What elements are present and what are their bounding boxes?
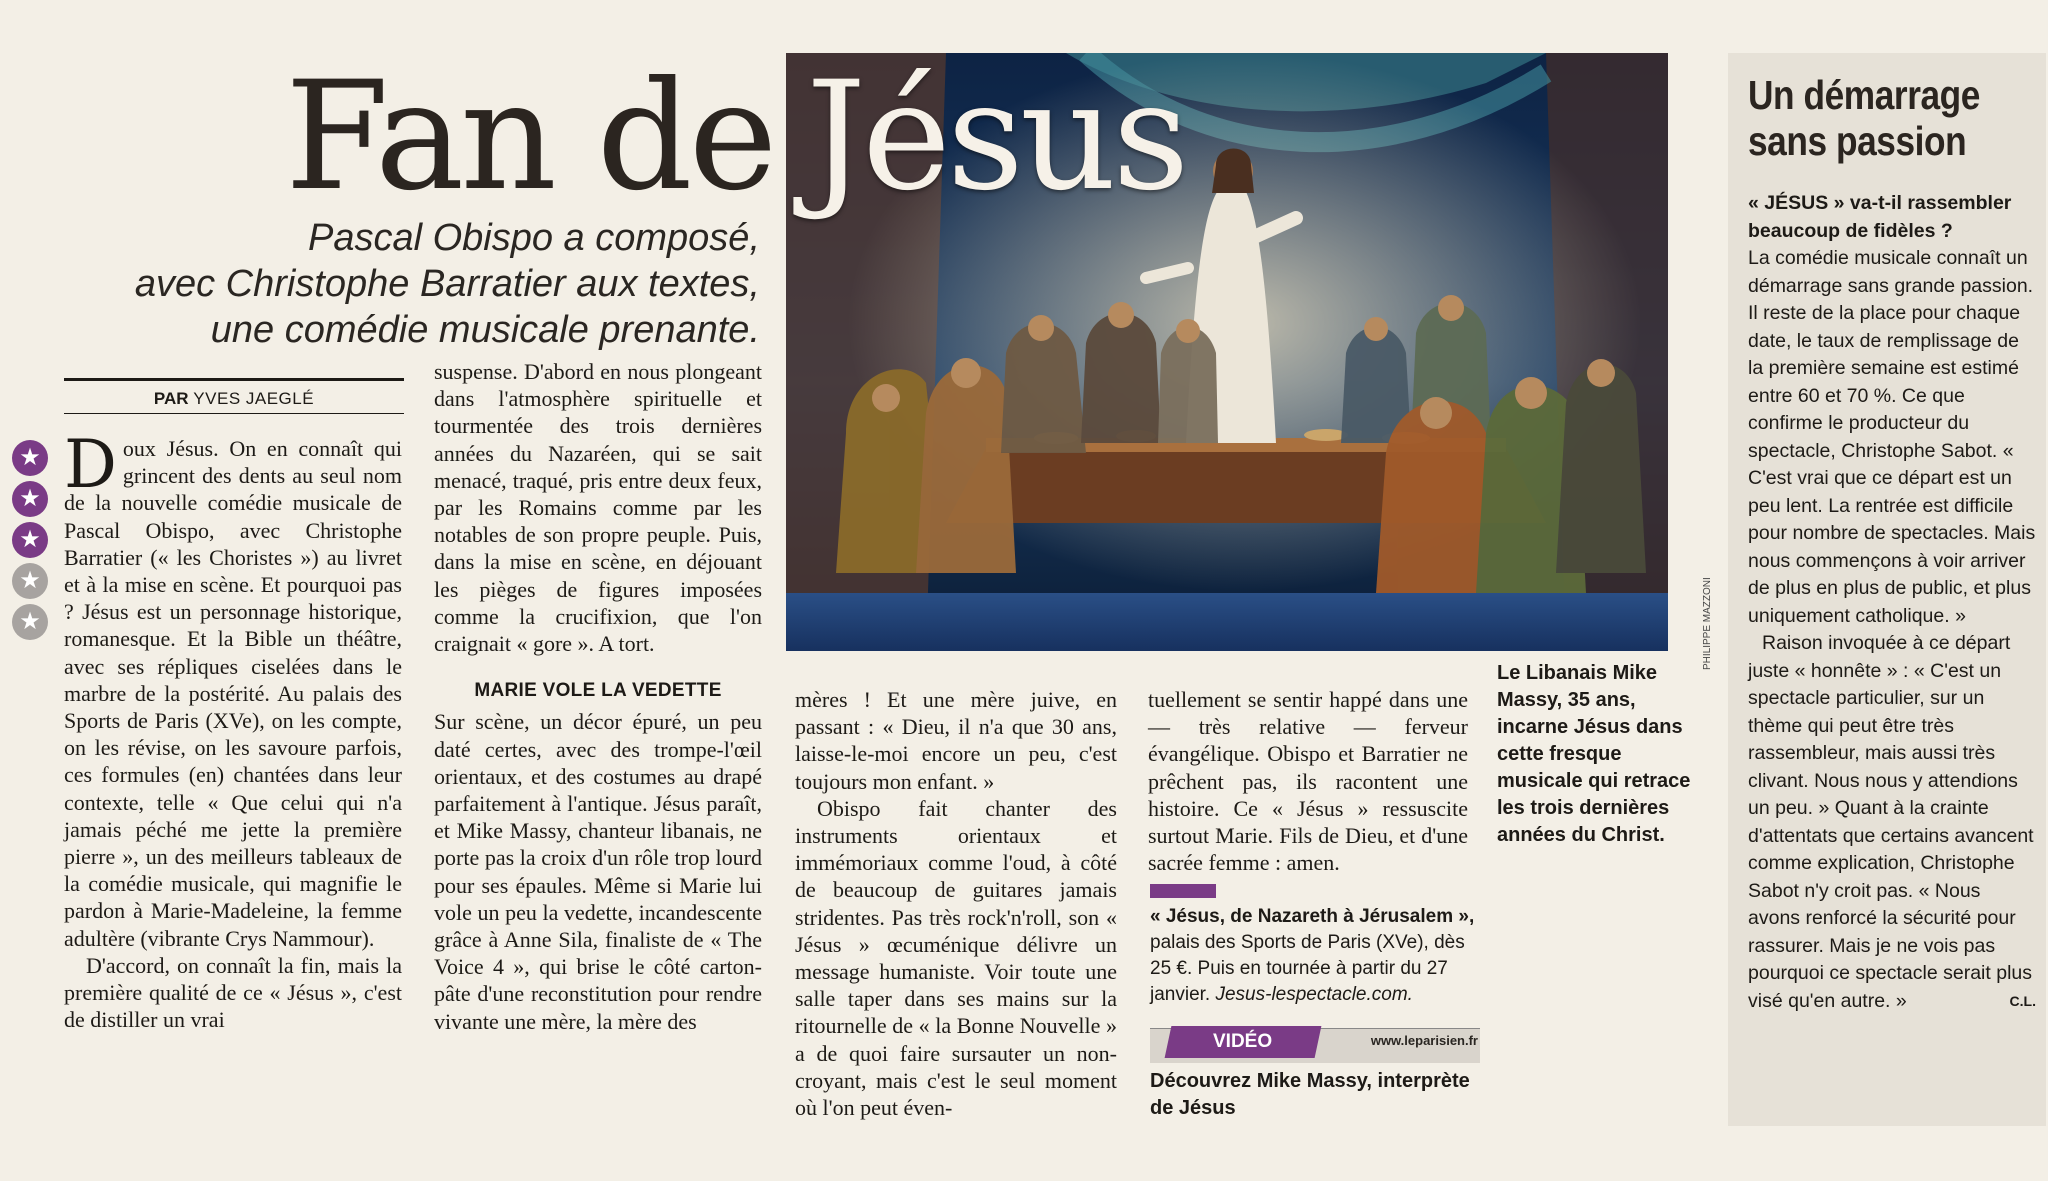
video-label-text: VIDÉO [1213,1031,1273,1052]
paragraph: tuellement se sentir happé dans une — très relative — ferveur évangélique. Obispo et Barratier ne prêchent pas, ils racontent une histoire. Ce « Jésus » ressuscite surtout Marie. Fils de Dieu, et d'une sacrée femme : amen. [1148,687,1468,876]
subhead: MARIE VOLE LA VEDETTE [474,680,722,702]
star-icon: ★ [12,440,48,476]
deck [70,215,760,353]
video-title: Découvrez Mike Massy, interprète de Jésus [1150,1070,1470,1119]
sidebar-signature: C.L. [2009,992,2036,1009]
paragraph: D'accord, on connaît la fin, mais la première qualité de ce « Jésus », c'est de distiller un vrai [64,952,402,1033]
show-details: palais des Sports de Paris (XVe), dès 25 €. Puis en tournée à partir du 27 janvier. [1150,932,1465,1005]
headline-start: Fan de [285,50,774,224]
video-url[interactable]: www.leparisien.fr [1370,1033,1478,1048]
byline [64,378,404,414]
rating [12,440,54,645]
show-website[interactable]: Jesus-lespectacle.com. [1215,984,1413,1005]
byline-author: YVES JAEGLÉ [193,389,315,408]
deck-line: Pascal Obispo a composé, [307,217,760,259]
article-column-3 [795,686,1117,1121]
sidebar-title: Un démarrage sans passion [1748,72,1980,164]
deck-line: avec Christophe Barratier aux textes, [134,263,760,305]
star-icon: ★ [12,604,48,640]
paragraph: Raison invoquée à ce départ juste « honnête » : « C'est un spectacle particulier, sur un thème qui peut être très rassembleur, mais aussi très clivant. Nous nous y attendions un peu. » Quant à la crainte d'attentats que certains avancent comme explication, Christophe Sabot n'y croit pas. « Nous avons renforcé la sécurité pour rassurer. Mais je ne vois pas pourquoi ce spectacle serait plus visé qu'en autre. » [1748,632,2034,1012]
show-info [1150,904,1480,1008]
headline-end: Jésus [806,50,1186,224]
paragraph: oux Jésus. On en connaît qui grincent des dents au seul nom de la nouvelle comédie musicale de Pascal Obispo, avec Christophe Barratier (« les Choristes ») au livret et à la mise en scène. Et pourquoi pas ? Jésus est un personnage historique, romanesque. Et la Bible un théâtre, avec ses répliques ciselées dans le marbre de la postérité. Au palais des Sports de Paris (XVe), on les compte, on les révise, on les savoure parfois, ces formules (en) chantées dans leur contexte, telle « Que celui qui n'a jamais péché me jette la première pierre », un des meilleurs tableaux de la comédie musicale, qui magnifie le pardon à Marie-Madeleine, la femme adultère (vibrante Crys Nammour). [64,436,402,951]
photo-credit: PHILIPPE MAZZONI [1702,577,1713,670]
info-accent-bar [1150,884,1216,898]
deck-line: une comédie musicale prenante. [210,309,760,351]
paragraph: Obispo fait chanter des instruments orientaux et immémoriaux comme l'oud, à côté de beaucoup de guitares jamais stridentes. Pas très rock'n'roll, son « Jésus » œcuménique délivre un message humaniste. Voir toute une salle taper dans ses mains sur la ritournelle de « la Bonne Nouvelle » a de quoi faire sursauter un non-croyant, mais c'est le seul moment où l'on peut éven- [795,795,1117,1121]
star-icon: ★ [12,481,48,517]
star-icon: ★ [12,522,48,558]
article-column-1 [64,426,402,1033]
paragraph: suspense. D'abord en nous plongeant dans l'atmosphère spirituelle et tourmentée des trois dernières années du Nazaréen, qui se sait menacé, traqué, pris entre deux feux, par les Romains comme par les notables de son propre peuple. Puis, dans la mise en scène, en déjouant les pièges de figures imposées comme la crucifixion, que l'on craignait « gore ». A tort. [434,359,762,657]
photo-caption: Le Libanais Mike Massy, 35 ans, incarne Jésus dans cette fresque musicale qui retrace les trois dernières années du Christ. [1497,662,1691,846]
dropcap: D [64,426,117,503]
article-column-2 [434,358,762,1035]
show-title: « Jésus, de Nazareth à Jérusalem », [1150,906,1475,927]
sidebar-lead: « JÉSUS » va-t-il rassembler beaucoup de fidèles ? [1748,192,2012,242]
video-label [1165,1026,1322,1058]
paragraph: La comédie musicale connaît un démarrage sans grande passion. Il reste de la place pour chaque date, le taux de remplissage de la première semaine est estimé entre 60 et 70 %. Ce que confirme le producteur du spectacle, Christophe Sabot. « C'est vrai que ce départ est un peu lent. La rentrée est difficile pour nombre de spectacles. Mais nous commençons à voir arriver de plus en plus de public, et plus uniquement catholique. » [1748,247,2036,627]
byline-prefix: PAR [153,389,189,408]
star-icon: ★ [12,563,48,599]
paragraph: mères ! Et une mère juive, en passant : « Dieu, il n'a que 30 ans, laisse-le-moi encore un peu, c'est toujours mon enfant. » [795,687,1117,794]
paragraph: Sur scène, un décor épuré, un peu daté certes, avec des trompe-l'œil orientaux, et des costumes au drapé parfaitement à l'antique. Jésus paraît, et Mike Massy, chanteur libanais, ne porte pas la croix d'un rôle trop lourd pour ses épaules. Même si Marie lui vole un peu la vedette, incandescente grâce à Anne Sila, finaliste de « The Voice 4 », qui brise le côté carton-pâte d'une reconstitution pour rendre vivante une mère, la mère des [434,709,762,1034]
article-column-4 [1148,686,1468,876]
sidebar-body [1748,190,2036,1015]
